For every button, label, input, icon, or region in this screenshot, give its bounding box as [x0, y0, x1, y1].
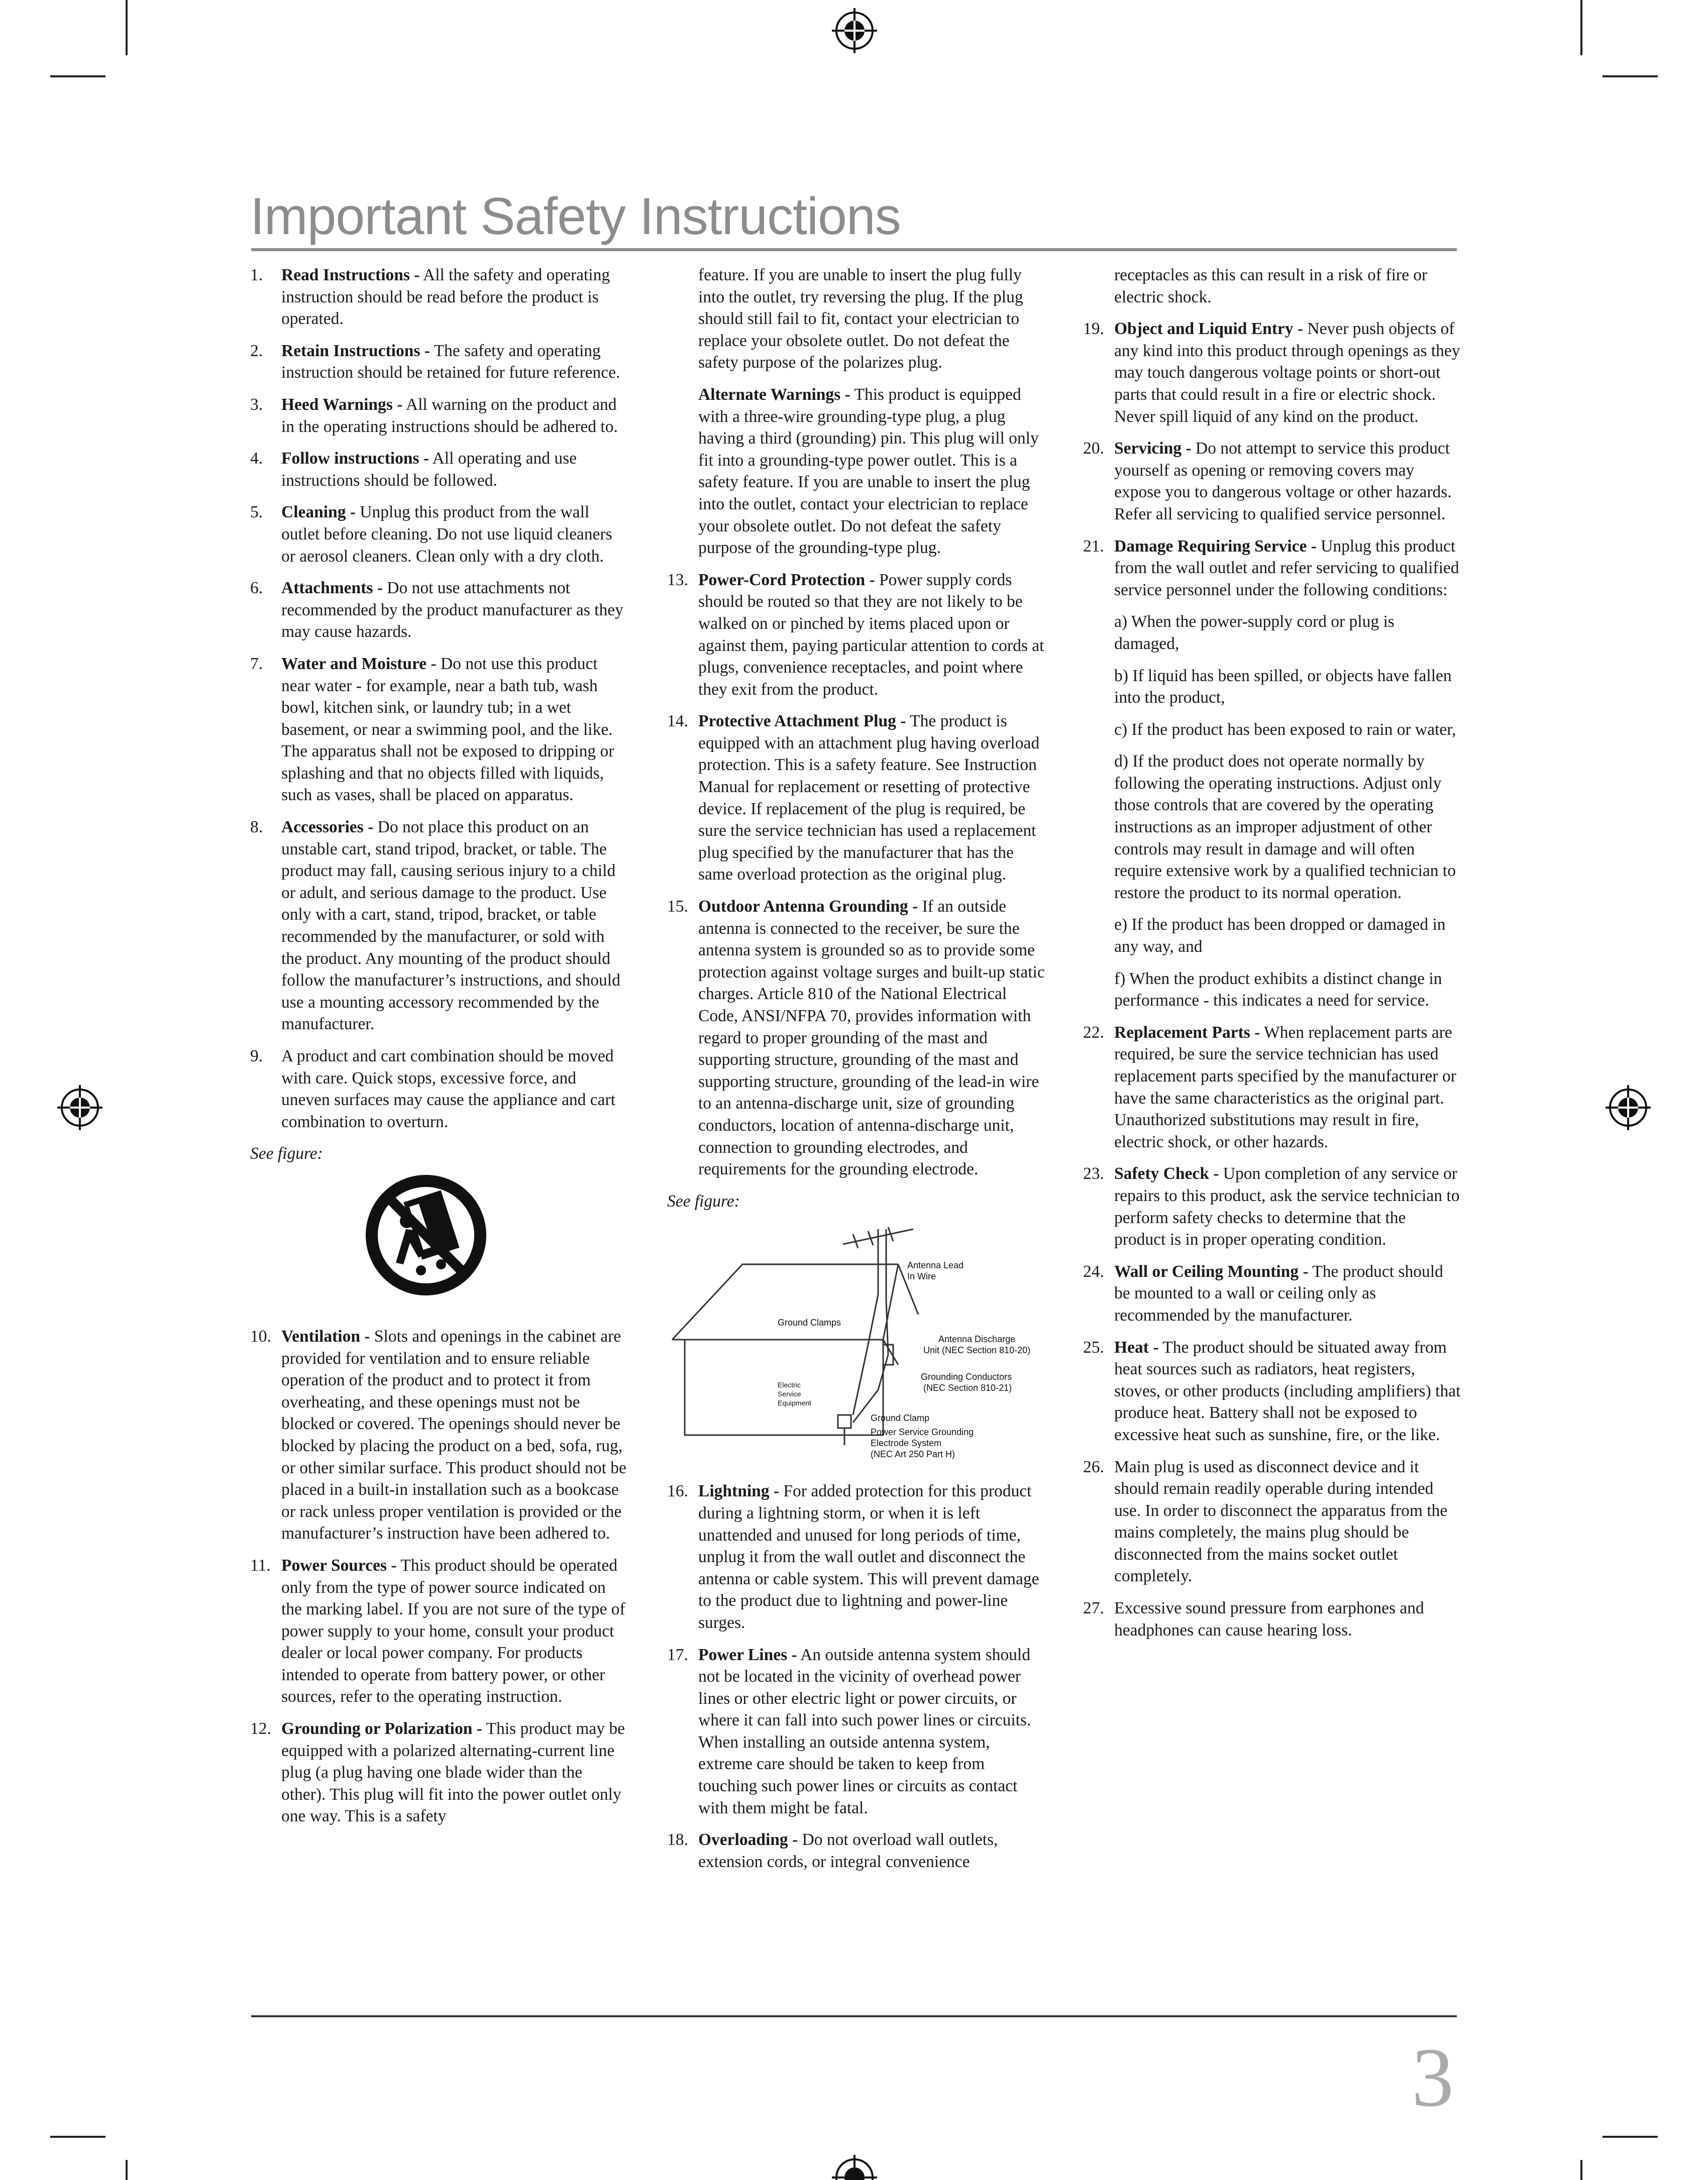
page-title: Important Safety Instructions	[250, 187, 901, 246]
svg-text:Electrode System: Electrode System	[871, 1438, 942, 1449]
sub-item: f) When the product exhibits a distinct change in performance - this indicates a need for service.	[1114, 969, 1442, 1010]
registration-mark-icon	[832, 8, 877, 53]
list-item: 9. A product and cart combination should be moved with care. Quick stops, excessive force, and uneven surfaces may cause the appliance and cart combination to overturn.	[250, 1047, 616, 1131]
title-divider	[251, 248, 1457, 251]
page-number: 3	[1412, 2031, 1454, 2124]
sub-item: a) When the power-supply cord or plug is damaged,	[1114, 612, 1395, 653]
list-item: 22. Replacement Parts - When replacement parts are required, be sure the service technician has used replacement parts specified by the manufacturer or have the same characteristics as the original part. Unauthorized substitutions may result in fire, electric shock, or other hazards.	[1083, 1023, 1456, 1151]
list-item: 14. Protective Attachment Plug - The product is equipped with an attachment plug having overload protection. This is a safety feature. See Instruction Manual for replacement or resetting of protective device. If replacement of the plug is required, be sure the service technician has used a replacement plug specified by the manufacturer that has the same overload protection as the original plug.	[667, 712, 1040, 884]
list-item: 25. Heat - The product should be situated away from heat sources such as radiators, heat registers, stoves, or other products (including amplifiers) that produce heat. Battery shall not be exposed to excessive heat such as sunshine, fire, or the like.	[1083, 1338, 1461, 1444]
registration-mark-icon	[832, 2155, 877, 2180]
column-2	[667, 264, 1045, 1883]
crop-mark	[1603, 75, 1658, 77]
list-item: 27. Excessive sound pressure from earphones and headphones can cause hearing loss.	[1083, 1599, 1424, 1640]
list-item: 10. Ventilation - Slots and openings in the cabinet are provided for ventilation and to ensure reliable operation of the product and to protect it from overheating, and these openings must not be blocked or covered. The openings should never be blocked by placing the product on a bed, sofa, rug, or other similar surface. This product should not be placed in a built-in installation such as a bookcase or rack unless proper ventilation is provided or the manufacturer’s instruction have been adhered to.	[250, 1327, 626, 1543]
list-item: 4. Follow instructions - All operating and use instructions should be followed.	[250, 449, 577, 490]
registration-mark-icon	[57, 1085, 102, 1130]
list-item: 17. Power Lines - An outside antenna system should not be located in the vicinity of overhead power lines or other electric light or power circuits, or where it can fall into such power lines or circuits. When installing an outside antenna system, extreme care should be taken to keep from touching such power lines or circuits as contact with them might be fatal.	[667, 1645, 1031, 1817]
crop-mark	[1580, 0, 1582, 55]
svg-text:(NEC Art 250 Part H): (NEC Art 250 Part H)	[871, 1449, 955, 1460]
svg-text:Grounding Conductors: Grounding Conductors	[921, 1372, 1012, 1382]
sub-item: b) If liquid has been spilled, or objects have fallen into the product,	[1114, 666, 1452, 707]
list-item: 3. Heed Warnings - All warning on the product and in the operating instructions should be adhered to.	[250, 395, 618, 436]
list-item: 11. Power Sources - This product should be operated only from the type of power source indicated on the marking label. If you are not sure of the type of power supply to your home, consult your product dealer or local power company. For products intended to operate from battery power, or other sources, refer to the operating instruction.	[250, 1556, 625, 1706]
list-item: 5. Cleaning - Unplug this product from the wall outlet before cleaning. Do not use liquid cleaners or aerosol cleaners. Clean only with a dry cloth.	[250, 503, 612, 566]
cart-tip-over-warning-icon	[366, 1175, 486, 1295]
list-item: 12. Grounding or Polarization - This product may be equipped with a polarized alternating-current line plug (a plug having one blade wider than the other). This plug will fit into the power outlet only one way. This is a safety	[250, 1719, 625, 1826]
registration-mark-icon	[1606, 1085, 1651, 1130]
svg-text:Antenna Lead: Antenna Lead	[907, 1260, 964, 1271]
list-item: 16. Lightning - For added protection for this product during a lightning storm, or when it is left unattended and unused for long periods of time, unplug it from the wall outlet and disconnect the antenna or cable system. This will prevent damage to the product due to lightning and power-line surges.	[667, 1482, 1039, 1632]
list-item: 13. Power-Cord Protection - Power supply cords should be routed so that they are not likely to be walked on or pinched by items placed upon or against them, paying particular attention to cords at plugs, convenience receptacles, and point where they exit from the product.	[667, 570, 1044, 699]
svg-text:Power Service Grounding: Power Service Grounding	[871, 1427, 974, 1438]
svg-text:In Wire: In Wire	[907, 1271, 936, 1282]
svg-text:(NEC Section 810-21): (NEC Section 810-21)	[923, 1383, 1012, 1393]
svg-text:Service: Service	[778, 1390, 801, 1398]
list-item: 15. Outdoor Antenna Grounding - If an outside antenna is connected to the receiver, be sure the antenna system is grounded so as to provide some protection against voltage surges and built-up static charges. Article 810 of the National Electrical Code, ANSI/NFPA 70, provides information with regard to proper grounding of the mast and supporting structure, grounding of the mast and supporting structure, grounding of the lead-in wire to an antenna-discharge unit, size of grounding conductors, location of antenna-discharge unit, connection to grounding electrodes, and requirements for the grounding electrode.	[667, 897, 1045, 1179]
see-figure-label: See figure:	[250, 1144, 323, 1163]
crop-mark	[126, 2160, 128, 2180]
column-3	[1083, 264, 1461, 1651]
crop-mark	[1603, 2136, 1658, 2138]
see-figure-label: See figure:	[667, 1191, 740, 1211]
sub-item: d) If the product does not operate normally by following the operating instructions. Adjust only those controls that are covered by the operating instructions as an improper adjustment of other controls may result in damage and will often require extensive work by a qualified technician to restore the product to its normal operation.	[1114, 752, 1456, 902]
svg-text:Antenna Discharge: Antenna Discharge	[938, 1334, 1016, 1345]
list-item: 7. Water and Moisture - Do not use this product near water - for example, near a bath tub, wash bowl, kitchen sink, or laundry tub; in a wet basement, or near a swimming pool, and the like. The apparatus shall not be exposed to dripping or splashing and that no objects filled with liquids, such as vases, shall be placed on apparatus.	[250, 654, 614, 805]
list-item: 21. Damage Requiring Service - Unplug this product from the wall outlet and refer servicing to qualified service personnel under the following conditions:	[1083, 536, 1459, 599]
svg-text:Electric: Electric	[778, 1381, 801, 1389]
crop-mark	[1580, 2160, 1582, 2180]
list-item: 1. Read Instructions - All the safety and operating instruction should be read before the product is operated.	[250, 266, 610, 329]
list-item: 23. Safety Check - Upon completion of any service or repairs to this product, ask the service technician to perform safety checks to determine that the product is in proper operating condition.	[1083, 1164, 1460, 1249]
svg-text:Unit (NEC Section 810-20): Unit (NEC Section 810-20)	[923, 1345, 1031, 1356]
paragraph: receptacles as this can result in a risk of fire or electric shock.	[1114, 266, 1428, 306]
footer-divider	[251, 2015, 1457, 2017]
list-item: 18. Overloading - Do not overload wall outlets, extension cords, or integral convenience	[667, 1830, 998, 1871]
list-item: 8. Accessories - Do not place this product on an unstable cart, stand tripod, bracket, or table. The product may fall, causing serious injury to a child or adult, and serious damage to the product. Use only with a cart, stand, tripod, bracket, or table recommended by the manufacturer, or sold with the product. Any mounting of the product should follow the manufacturer’s instructions, and should use a mounting accessory recommended by the manufacturer.	[250, 818, 620, 1034]
crop-mark	[126, 0, 128, 55]
sub-item: c) If the product has been exposed to rain or water,	[1114, 720, 1456, 739]
svg-text:Ground Clamp: Ground Clamp	[871, 1413, 930, 1424]
svg-text:Equipment: Equipment	[778, 1399, 811, 1407]
column-1	[250, 264, 628, 1837]
antenna-grounding-diagram	[667, 1224, 1044, 1465]
paragraph: feature. If you are unable to insert the plug fully into the outlet, try reversing the plug. If the plug should still fail to fit, contact your electrician to replace your obsolete outlet. Do not defeat the safety purpose of the polarizes plug.	[698, 266, 1023, 372]
sub-item: e) If the product has been dropped or damaged in any way, and	[1114, 915, 1446, 956]
list-item: 24. Wall or Ceiling Mounting - The product should be mounted to a wall or ceiling only as recommended by the manufacturer.	[1083, 1262, 1443, 1325]
list-item: 26. Main plug is used as disconnect device and it should remain readily operable during intended use. In order to disconnect the apparatus from the mains completely, the mains plug should be disconnected from the mains socket outlet completely.	[1083, 1457, 1448, 1586]
crop-mark	[50, 2136, 105, 2138]
paragraph: Alternate Warnings - This product is equipped with a three-wire grounding-type plug, a plug having a third (grounding) pin. This plug will only fit into a grounding-type power outlet. This is a safety feature. If you are unable to insert the plug into the outlet, contact your electrician to replace your obsolete outlet. Do not defeat the safety purpose of the grounding-type plug.	[698, 385, 1039, 558]
list-item: 20. Servicing - Do not attempt to service this product yourself as opening or removing covers may expose you to dangerous voltage or other hazards. Refer all servicing to qualified service personnel.	[1083, 439, 1452, 523]
svg-text:Ground Clamps: Ground Clamps	[778, 1318, 841, 1328]
crop-mark	[50, 75, 105, 77]
list-item: 2. Retain Instructions - The safety and operating instruction should be retained for future reference.	[250, 341, 620, 382]
list-item: 19. Object and Liquid Entry - Never push objects of any kind into this product through openings as they may touch dangerous voltage points or short-out parts that could result in a fire or electric shock. Never spill liquid of any kind on the product.	[1083, 319, 1460, 426]
list-item: 6. Attachments - Do not use attachments not recommended by the product manufacturer as they may cause hazards.	[250, 579, 623, 641]
